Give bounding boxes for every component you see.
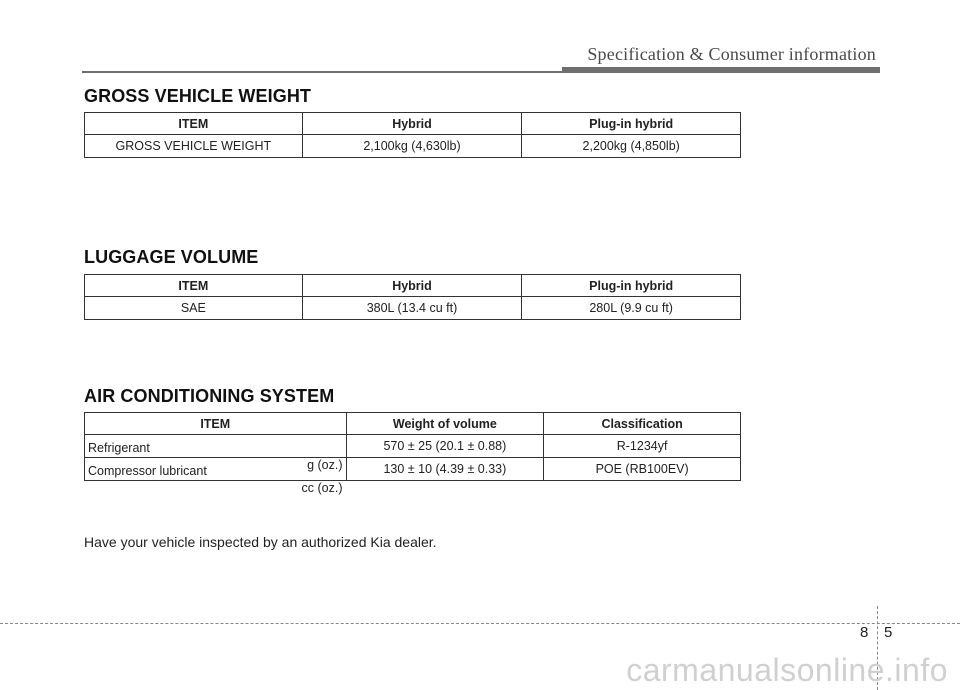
table-row bbox=[85, 135, 741, 158]
table-header-row bbox=[85, 275, 741, 297]
cell-hybrid: 2,100kg (4,630lb) bbox=[302, 135, 522, 158]
header-rule-accent bbox=[562, 67, 880, 73]
cell-classification: R-1234yf bbox=[544, 435, 741, 458]
dealer-note: Have your vehicle inspected by an authorized Kia dealer. bbox=[84, 534, 437, 550]
cell-weight: 570 ± 25 (20.1 ± 0.88) bbox=[346, 435, 544, 458]
cell-weight: 130 ± 10 (4.39 ± 0.33) bbox=[346, 458, 544, 481]
gross-weight-table bbox=[84, 112, 741, 158]
item-unit: g (oz.) bbox=[307, 458, 343, 472]
table-row bbox=[85, 297, 741, 320]
column-header-classification: Classification bbox=[544, 413, 741, 435]
table-row bbox=[85, 458, 741, 481]
column-header-weight: Weight of volume bbox=[346, 413, 544, 435]
header-title: Specification & Consumer information bbox=[587, 44, 876, 64]
column-header-item: ITEM bbox=[85, 413, 347, 435]
cell-item: SAE bbox=[85, 297, 303, 320]
gross-weight-heading: GROSS VEHICLE WEIGHT bbox=[84, 86, 312, 106]
cell-item: GROSS VEHICLE WEIGHT bbox=[85, 135, 303, 158]
cell-hybrid: 380L (13.4 cu ft) bbox=[302, 297, 522, 320]
table-header-row bbox=[85, 113, 741, 135]
air-conditioning-table bbox=[84, 412, 741, 495]
watermark: carmanualsonline.info bbox=[626, 652, 948, 688]
column-header-item: ITEM bbox=[85, 113, 303, 135]
luggage-heading: LUGGAGE VOLUME bbox=[84, 247, 259, 267]
column-header-hybrid: Hybrid bbox=[302, 113, 522, 135]
air-conditioning-heading: AIR CONDITIONING SYSTEM bbox=[84, 386, 335, 406]
table-header-row bbox=[85, 413, 741, 435]
item-name: Compressor lubricant bbox=[88, 464, 207, 478]
cell-classification: POE (RB100EV) bbox=[544, 458, 741, 481]
item-unit: cc (oz.) bbox=[301, 481, 343, 495]
table-row bbox=[85, 435, 741, 458]
cell-plugin-hybrid: 2,200kg (4,850lb) bbox=[522, 135, 741, 158]
chapter-number: 8 bbox=[860, 624, 869, 641]
column-header-plugin-hybrid: Plug-in hybrid bbox=[522, 275, 741, 297]
page-number: 5 bbox=[884, 624, 893, 641]
column-header-item: ITEM bbox=[85, 275, 303, 297]
column-header-plugin-hybrid: Plug-in hybrid bbox=[522, 113, 741, 135]
item-name: Refrigerant bbox=[88, 441, 150, 455]
cell-item bbox=[85, 458, 347, 495]
cell-plugin-hybrid: 280L (9.9 cu ft) bbox=[522, 297, 741, 320]
luggage-table bbox=[84, 274, 741, 320]
footer-rule bbox=[0, 623, 960, 624]
column-header-hybrid: Hybrid bbox=[302, 275, 522, 297]
